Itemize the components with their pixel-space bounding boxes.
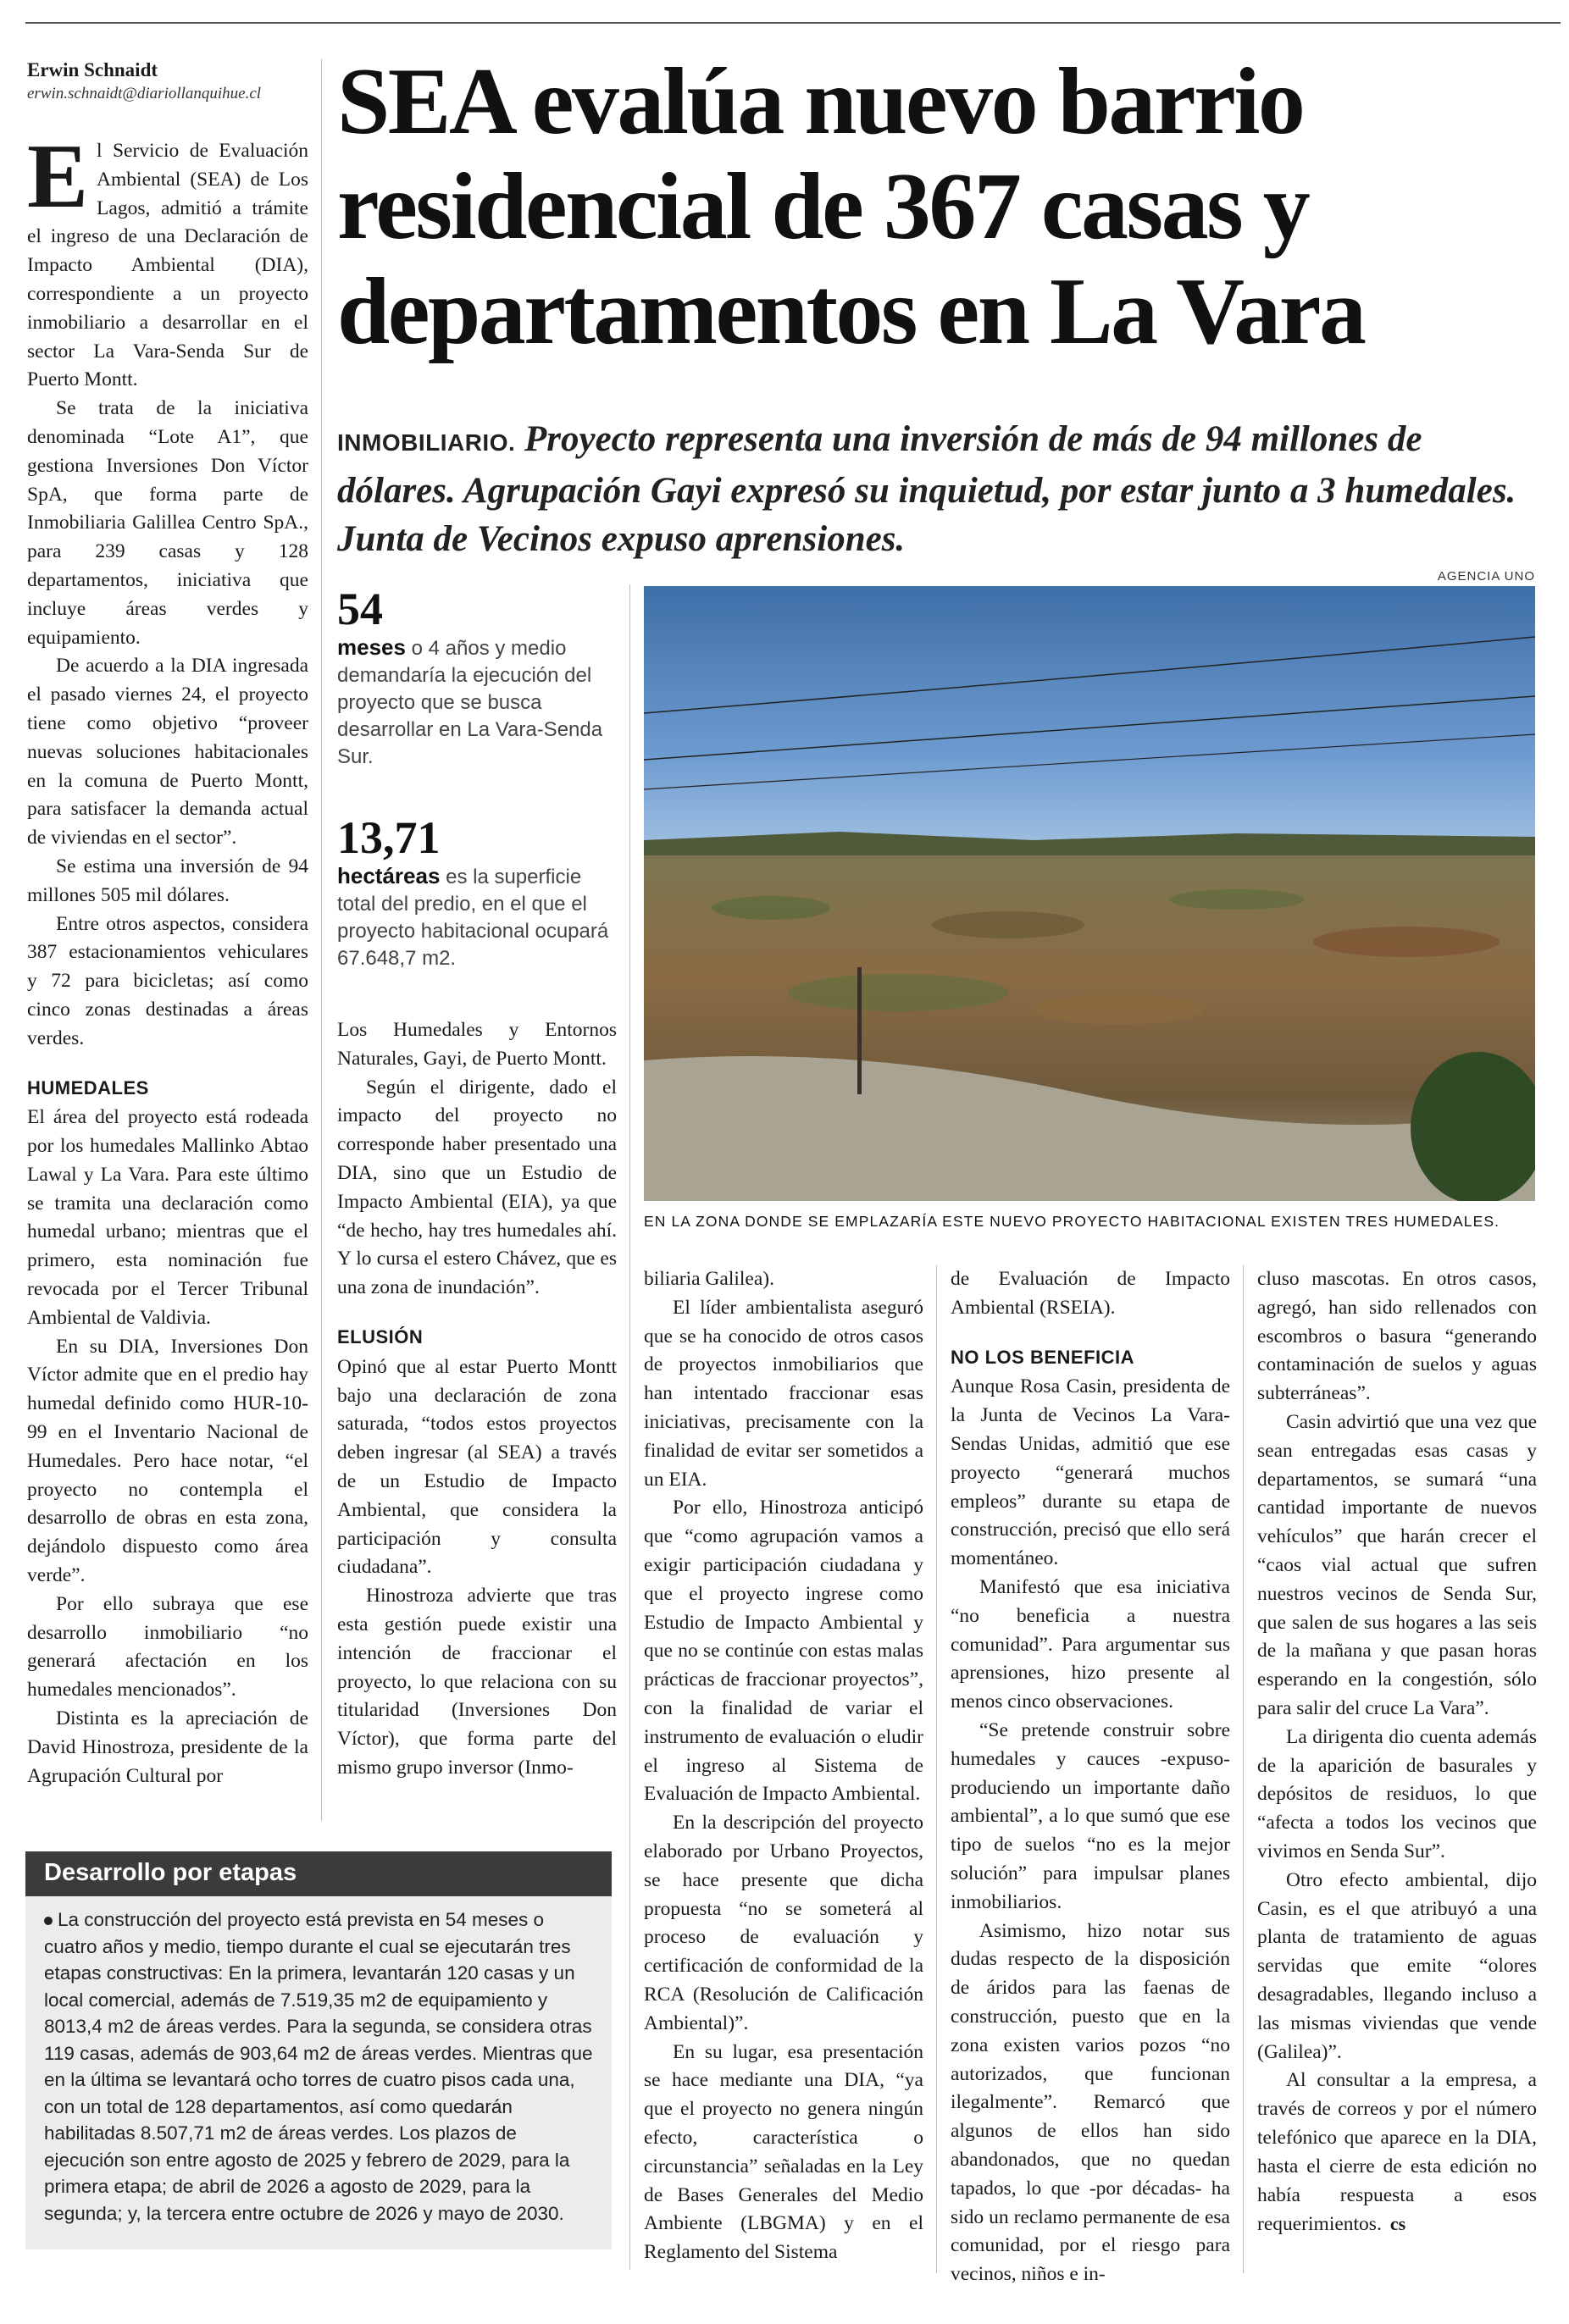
author-email[interactable]: erwin.schnaidt@diariollanquihue.cl: [27, 85, 262, 102]
column-divider: [936, 1265, 937, 2273]
paragraph: La dirigenta dio cuenta además de la aparición de basurales y depósitos de residuos, lo que “afecta a todos los vecinos que vivimos en Senda Sur”.: [1257, 1725, 1537, 1862]
bullet-icon: [44, 1917, 53, 1925]
headline: SEA evalúa nuevo barrio residencial de 367 casas y departamentos en La Vara: [337, 49, 1365, 364]
author-name: Erwin Schnaidt: [27, 59, 158, 80]
wetland-photo: [644, 586, 1535, 1201]
column-5: [1257, 1265, 1537, 2239]
column-divider: [629, 584, 630, 2270]
fact-months-text: o 4 años y medio demandaría la ejecución del proyecto que se busca desarrollar en La Vara-Senda Sur.: [337, 637, 603, 768]
paragraph: Opinó que al estar Puerto Montt bajo una declaración de zona saturada, “todos estos proyectos deben ingresar (al SEA) a través de un Estudio de Impacto Ambiental, que considera la participación y consulta ciudadana”.: [337, 1355, 617, 1579]
subheading-no-los-beneficia: NO LOS BENEFICIA: [951, 1346, 1135, 1368]
drop-cap: E: [27, 126, 89, 227]
paragraph: Otro efecto ambiental, dijo Casin, es el que atribuyó a una planta de tratamiento de aguas servidas que emite “olores desagradables, llegando incluso a las mismas viviendas que vende (Galilea)”.: [1257, 1868, 1537, 2063]
paragraph: En la descripción del proyecto elaborado por Urbano Proyectos, se hace presente que dicha propuesta “no se someterá al proceso de evaluación y certificación de conformidad de la RCA (Resolución de Calificación Ambiental)”.: [644, 1812, 923, 2034]
paragraph: Por ello, Hinostroza anticipó que “como agrupación vamos a exigir participación ciudadana y que el proyecto ingrese como Estudio de Impacto Ambiental y que no se continúe con estas malas prácticas de fraccionar proyectos”, con la finalidad de variar el instrumento de evaluación o eludir el ingreso al Sistema de Evaluación de Impacto Ambiental.: [644, 1497, 923, 1806]
paragraph: Manifestó que esa iniciativa “no beneficia a nuestra comunidad”. Para argumentar sus aprensiones, hizo presente al menos cinco observaciones.: [951, 1575, 1230, 1713]
paragraph: de Evaluación de Impacto Ambiental (RSEIA).: [951, 1268, 1230, 1319]
paragraph: Entre otros aspectos, considera 387 estacionamientos vehiculares y 72 para bicicletas; así como cinco zonas destinadas a áreas verdes.: [27, 912, 308, 1049]
deck-kicker: INMOBILIARIO.: [337, 429, 516, 456]
fact-months-number: 54: [337, 584, 383, 634]
stages-box-title: Desarrollo por etapas: [25, 1851, 612, 1896]
column-divider: [321, 59, 322, 1821]
fact-months: [337, 584, 617, 771]
photo-credit: AGENCIA UNO: [1437, 569, 1535, 584]
fact-hectares-text: es la superficie total del predio, en el que el proyecto habitacional ocupará 67.648,7 m2.: [337, 866, 609, 970]
top-rule: [25, 22, 1561, 24]
subheading-elusion: ELUSIÓN: [337, 1325, 424, 1347]
paragraph: Hinostroza advierte que tras esta gestión puede existir una intención de fraccionar el proyecto, lo que relaciona con su titularidad (Inversiones Don Víctor), que forma parte del mismo grupo inversor (Inmo-: [337, 1585, 617, 1779]
paragraph: De acuerdo a la DIA ingresada el pasado viernes 24, el proyecto tiene como objetivo “proveer nuevas soluciones habitacionales en la comuna de Puerto Montt, para satisfacer la demanda actual de viviendas en el sector”.: [27, 655, 308, 849]
stages-box-text: La construcción del proyecto está prevista en 54 meses o cuatro años y medio, tiempo durante el cual se ejecutarán tres etapas constructivas: En la primera, levantarán 120 casas y un local comercial, además de 7.519,35 m2 de equipamiento y 8013,4 m2 de áreas verdes. Para la segunda, se considera otras 119 casas, además de 903,64 m2 de áreas verdes. Mientras que en la última se levantará ocho torres de cuatro pisos cada una, con un total de 128 departamentos, así como quedarán habilitadas 8.507,71 m2 de áreas verdes. Los plazos de ejecución son entre agosto de 2025 y febrero de 2029, para la primera etapa; de abril de 2026 a agosto de 2029, para la segunda; y, la tercera entre octubre de 2026 y mayo de 2030.: [44, 1909, 593, 2224]
column-1: [27, 126, 308, 1790]
fact-months-unit: meses: [337, 634, 406, 660]
column-divider: [1243, 1265, 1244, 2273]
paragraph: Según el dirigente, dado el impacto del proyecto no corresponde haber presentado una DIA, sino que un Estudio de Impacto Ambiental (EIA), ya que “de hecho, hay tres humedales ahí. Y lo cursa el estero Chávez, que es una zona de inundación”.: [337, 1076, 617, 1299]
paragraph: Al consultar a la empresa, a través de correos y por el número telefónico que aparece en la DIA, hasta el cierre de esta edición no había respuesta a esos requerimientos. cs: [1257, 2069, 1537, 2236]
paragraph: Asimismo, hizo notar sus dudas respecto de la disposición de áridos para las faenas de construcción, puesto que en la zona existen varios pozos “no autorizados, que funcionan ilegalmente”. Remarcó que algunos de ellos han sido abandonados, que no quedan tapados, lo que -por décadas- ha sido un reclamo permanente de esa comunidad, por el riesgo para vecinos, niños e in-: [951, 1919, 1230, 2286]
paragraph: Los Humedales y Entornos Naturales, Gayi, de Puerto Montt.: [337, 1019, 617, 1070]
paragraph: Por ello subraya que ese desarrollo inmobiliario “no generará afectación en los humedales mencionados”.: [27, 1592, 308, 1702]
paragraph: Aunque Rosa Casin, presidenta de la Junta de Vecinos La Vara-Sendas Unidas, admitió que ese proyecto “generará muchos empleos” durante su etapa de construcción, precisó que ello será momentáneo.: [951, 1375, 1230, 1570]
end-mark: cs: [1389, 2213, 1406, 2235]
deck-text: Proyecto representa una inversión de más de 94 millones de dólares. Agrupación Gayi expresó su inquietud, por estar junto a 3 humedales. Junta de Vecinos expuso aprensiones.: [337, 419, 1516, 559]
paragraph: Distinta es la apreciación de David Hinostroza, presidente de la Agrupación Cultural por: [27, 1707, 308, 1787]
column-4: [951, 1265, 1230, 2289]
paragraph: El líder ambientalista aseguró que se ha conocido de otros casos de proyectos inmobiliarios que han intentado fraccionar esas iniciativas, precisamente con la finalidad de evitar ser sometidos a un EIA.: [644, 1296, 923, 1491]
paragraph: Se estima una inversión de 94 millones 505 mil dólares.: [27, 855, 308, 906]
fact-hectares-unit: hectáreas: [337, 863, 441, 888]
fact-hectares: [337, 813, 617, 972]
column-3: [644, 1265, 923, 2267]
paragraph: En su lugar, esa presentación se hace mediante una DIA, “ya que el proyecto no genera ningún efecto, característica o circunstancia” señaladas en la Ley de Bases Generales del Medio Ambiente (LBGMA) y en el Reglamento del Sistema: [644, 2040, 923, 2264]
paragraph: En su DIA, Inversiones Don Víctor admite que en el predio hay humedal definido como HUR-10-99 en el Inventario Nacional de Humedales. Pero hace notar, “el proyecto no contempla el desarrollo de obras en esta zona, dejándolo dispuesto como área verde”.: [27, 1335, 308, 1587]
paragraph: cluso mascotas. En otros casos, agregó, han sido rellenados con escombros o basura “generando contaminación de suelos y aguas subterráneas”.: [1257, 1268, 1537, 1405]
paragraph: El área del proyecto está rodeada por los humedales Mallinko Abtao Lawal y La Vara. Para este último se tramita una declaración como humedal urbano; mientras que el primero, esta nominación fue revocada por el Tercer Tribunal Ambiental de Valdivia.: [27, 1106, 308, 1329]
stages-box: [25, 1851, 612, 2249]
photo-caption: EN LA ZONA DONDE SE EMPLAZARÍA ESTE NUEVO PROYECTO HABITACIONAL EXISTEN TRES HUMEDALES.: [644, 1213, 1500, 1230]
paragraph: Casin advirtió que una vez que sean entregadas esas casas y departamentos, se sumará “una cantidad importante de nuevos vehículos” que harán crecer el “caos vial actual que sufren nuestros vecinos de Senda Sur, que salen de sus hogares a las seis de la mañana y que pasan horas esperando en la congestión, sólo para salir del cruce La Vara”.: [1257, 1410, 1537, 1719]
paragraph: biliaria Galilea).: [644, 1268, 774, 1290]
column-2: [337, 1016, 617, 1783]
subheading-humedales: HUMEDALES: [27, 1076, 149, 1098]
fact-hectares-number: 13,71: [337, 812, 441, 863]
paragraph: Se trata de la iniciativa denominada “Lote A1”, que gestiona Inversiones Don Víctor SpA, que forma parte de Inmobiliaria Galillea Centro SpA., para 239 casas y 128 departamentos, iniciativa que incluye áreas verdes y equipamiento.: [27, 397, 308, 649]
paragraph: “Se pretende construir sobre humedales y cauces -expuso- produciendo un importante daño ambiental”, a lo que sumó que ese tipo de suelos “no es la mejor solución” para impulsar planes inmobiliarios.: [951, 1718, 1230, 1913]
lead-paragraph: El Servicio de Evaluación Ambiental (SEA) de Los Lagos, admitió a trámite el ingreso de una Declaración de Impacto Ambiental (DIA), correspondiente a un proyecto inmobiliario a desarrollar en el sector La Vara-Senda Sur de Puerto Montt.: [27, 126, 308, 391]
deck: [337, 415, 1523, 563]
wetland-landscape-image: [644, 586, 1535, 1201]
